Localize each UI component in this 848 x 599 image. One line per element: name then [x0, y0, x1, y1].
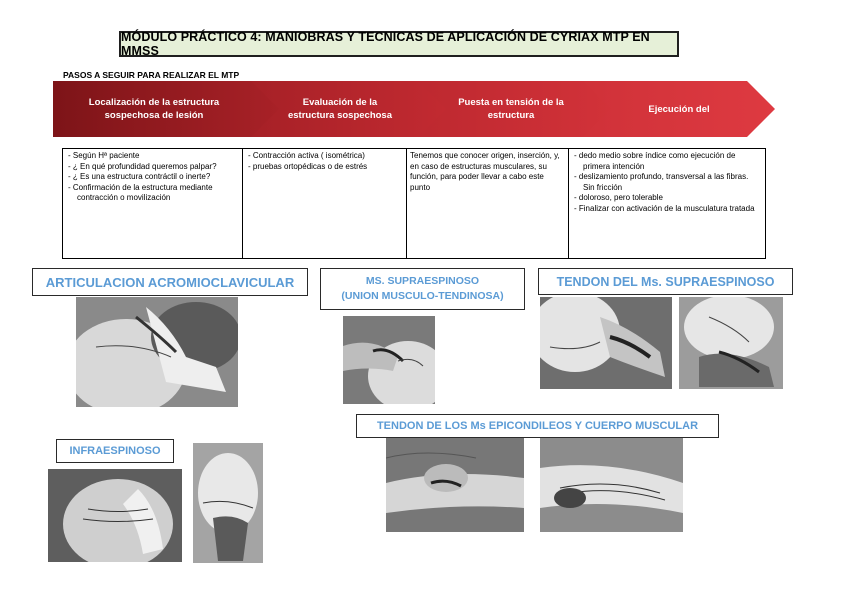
- section-title-text: ARTICULACION ACROMIOCLAVICULAR: [45, 274, 295, 290]
- table-col-tension: [407, 149, 569, 258]
- step-4-label: [609, 81, 749, 137]
- steps-arrow-band: [53, 81, 775, 137]
- steps-heading: PASOS A SEGUIR PARA REALIZAR EL MTP: [63, 70, 240, 80]
- photo-supraespinoso: [343, 316, 435, 404]
- list-item: - Contracción activa ( isométrica): [248, 151, 365, 160]
- section-title-supraespinoso: [320, 268, 525, 310]
- step-2-label: [265, 81, 415, 137]
- list-item: - ¿ Es una estructura contráctil o inerte?: [68, 172, 211, 182]
- list-item: - doloroso, pero tolerable: [574, 193, 663, 203]
- step-3-line1: Puesta en tensión de la: [458, 97, 564, 108]
- step-1-line2: sospechosa de lesión: [104, 110, 204, 121]
- section-title-text: TENDON DEL Ms. SUPRAESPINOSO: [556, 274, 775, 289]
- table-col-ejecucion: [569, 149, 765, 258]
- photo-tendon-supraespinoso-2: [679, 297, 783, 389]
- photo-epicondileos-1: [386, 438, 524, 532]
- photo-epicondileos-2: [540, 438, 683, 532]
- step-2-line1: Evaluación de la: [302, 97, 378, 108]
- section-title-text: TENDON DE LOS Ms EPICONDILEOS Y CUERPO MUSCULAR: [376, 420, 699, 432]
- section-title-infraespinoso: [56, 439, 174, 463]
- section-title-text: (UNION MUSCULO-TENDINOSA): [341, 290, 504, 302]
- list-item: - pruebas ortopédicas o de estrés: [248, 161, 368, 171]
- step-3-line2: estructura: [487, 110, 535, 121]
- table-text: Tenemos que conocer origen, inserción, y, en caso de estructuras musculares, su función, para poder llevar a cabo este punto: [410, 151, 560, 192]
- photo-tendon-supraespinoso-1: [540, 297, 672, 389]
- section-title-acromioclavicular: [32, 268, 308, 296]
- step-1-line1: Localización de la estructura: [88, 97, 220, 108]
- list-item: - Según Hª paciente: [68, 151, 140, 160]
- steps-table: [62, 148, 766, 259]
- step-4-line1: Ejecución del: [648, 103, 710, 115]
- list-item: - Finalizar con activación de la musculatura tratada: [574, 203, 755, 213]
- section-title-text: INFRAESPINOSO: [69, 445, 161, 457]
- step-2-line2: estructura sospechosa: [287, 110, 392, 121]
- section-title-epicondileos: [356, 414, 719, 438]
- list-item: - ¿ En qué profundidad queremos palpar?: [68, 161, 217, 171]
- step-1-label: [61, 81, 247, 137]
- section-title-tendon-supraespinoso: [538, 268, 793, 295]
- step-3-label: [441, 81, 581, 137]
- photo-infraespinoso-1: [48, 469, 182, 562]
- list-item: - dedo medio sobre índice como ejecución de primera intención: [574, 151, 736, 171]
- photo-acromioclavicular: [76, 297, 238, 407]
- list-item: - deslizamiento profundo, transversal a las fibras. Sin fricción: [574, 172, 749, 192]
- list-item: - Confirmación de la estructura mediante contracción o movilización: [68, 182, 213, 203]
- page-title-text: MÓDULO PRÁCTICO 4: MANIOBRAS Y TECNICAS DE APLICACIÓN DE CYRIAX MTP EN MMSS: [121, 30, 650, 58]
- section-title-text: MS. SUPRAESPINOSO: [365, 275, 480, 287]
- page-title: [119, 31, 679, 57]
- table-col-localizacion: [63, 149, 243, 258]
- table-col-evaluacion: [243, 149, 407, 258]
- photo-infraespinoso-2: [193, 443, 263, 563]
